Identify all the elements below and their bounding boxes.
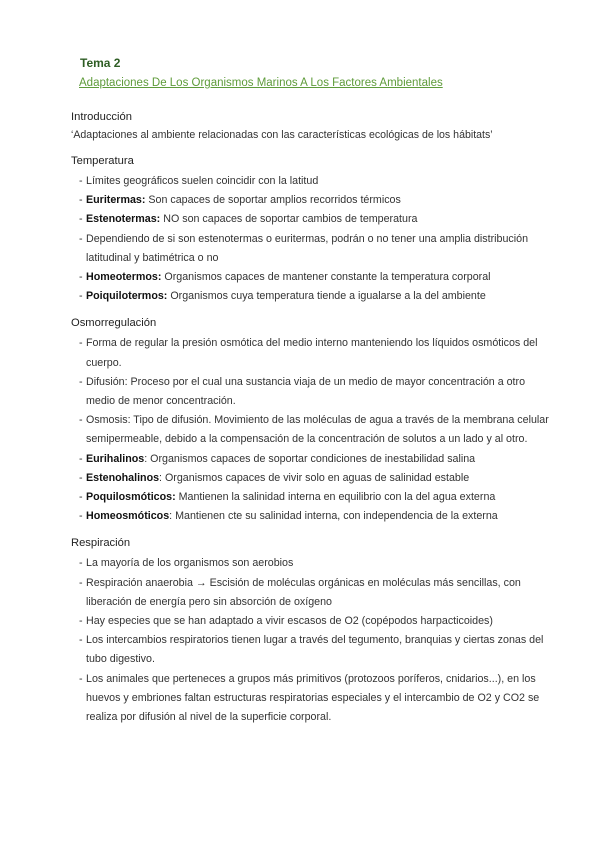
list-item xyxy=(71,411,551,449)
definition: Mantienen la salinidad interna en equilibrio con la del agua externa xyxy=(175,491,496,504)
definition: Dependiendo de si son estenotermas o euritermas, podrán o no tener una amplia distribución latitudinal y batimétrica o no xyxy=(86,232,529,264)
definition: Forma de regular la presión osmótica del medio interno manteniendo los líquidos osmóticos del cuerpo. xyxy=(86,337,538,369)
list-item xyxy=(71,631,551,669)
list-item xyxy=(71,670,551,728)
definition: Los intercambios respiratorios tienen lugar a través del tegumento, branquias y ciertas zonas del tubo digestivo. xyxy=(86,634,544,666)
definition: Límites geográficos suelen coincidir con la latitud xyxy=(86,175,319,187)
list-item xyxy=(71,612,551,631)
bullet-list xyxy=(71,172,551,306)
definition: NO son capaces de soportar cambios de temperatura xyxy=(160,213,418,226)
section-osmorregulacion xyxy=(71,314,551,526)
definition: Organismos cuya temperatura tiende a igualarse a la del ambiente xyxy=(167,290,486,303)
term: Estenohalinos xyxy=(86,471,160,484)
term: Poiquilotermos: xyxy=(86,290,168,303)
term: Estenotermas: xyxy=(86,213,161,226)
list-item xyxy=(71,334,551,372)
list-item xyxy=(71,507,551,526)
section-heading: Respiración xyxy=(71,537,131,550)
definition: : Mantienen cte su salinidad interna, con independencia de la externa xyxy=(169,510,498,523)
section-heading: Temperatura xyxy=(71,155,134,167)
definition: : Organismos capaces de soportar condiciones de inestabilidad salina xyxy=(144,452,476,465)
section-heading: Osmorregulación xyxy=(71,317,157,330)
list-item xyxy=(71,469,551,488)
definition: Difusión: Proceso por el cual una sustancia viaja de un medio de mayor concentración a otro medio de menor concentración. xyxy=(86,375,526,408)
definition: Osmosis: Tipo de difusión. Movimiento de las moléculas de agua a través de la membrana celular semipermeable, debido a la compensación de la concentración de solutos a un lado y al otro. xyxy=(86,414,549,446)
bullet-list xyxy=(71,554,551,727)
list-item xyxy=(71,574,551,612)
section-introduccion xyxy=(71,108,551,144)
definition: Los animales que perteneces a grupos más primitivos (protozoos poríferos, cnidarios...), en los huevos y embriones faltan estructuras respiratorias especiales y el intercambio de O2 y CO2 se realiza por difusión al nivel de la superficie corporal. xyxy=(86,672,540,724)
definition: La mayoría de los organismos son aerobios xyxy=(86,557,294,570)
term: Homeotermos: xyxy=(86,271,162,284)
list-item xyxy=(71,191,551,210)
list-item xyxy=(71,210,551,229)
term: Euritermas: xyxy=(86,194,146,207)
list-item xyxy=(71,172,551,191)
page-title: Tema 2 xyxy=(80,56,121,70)
definition: : Organismos capaces de vivir solo en aguas de salinidad estable xyxy=(159,471,470,484)
list-item xyxy=(71,554,551,573)
definition: Son capaces de soportar amplios recorridos térmicos xyxy=(145,194,401,207)
bullet-list xyxy=(71,334,551,526)
list-item xyxy=(71,230,551,268)
document-body xyxy=(71,108,551,735)
document-subtitle-link[interactable]: Adaptaciones De Los Organismos Marinos A Los Factores Ambientales xyxy=(79,77,443,89)
list-item xyxy=(71,373,551,411)
list-item xyxy=(71,450,551,469)
definition: Hay especies que se han adaptado a vivir escasos de O2 (copépodos harpacticoides) xyxy=(86,615,493,628)
definition: Respiración anaerobia → Escisión de moléculas orgánicas en moléculas más sencillas, con liberación de energía pero sin absorción de oxígeno xyxy=(86,576,521,608)
section-temperatura xyxy=(71,152,551,306)
term: Homeosmóticos xyxy=(86,510,170,523)
section-respiracion xyxy=(71,534,551,727)
list-item xyxy=(71,287,551,306)
section-heading: Introducción xyxy=(71,111,132,123)
intro-quote: ‘Adaptaciones al ambiente relacionadas con las características ecológicas de los hábitats’ xyxy=(71,129,493,141)
term: Poquilosmóticos: xyxy=(86,491,176,504)
definition: Organismos capaces de mantener constante la temperatura corporal xyxy=(161,271,491,284)
list-item xyxy=(71,268,551,287)
list-item xyxy=(71,488,551,507)
term: Eurihalinos xyxy=(86,452,145,465)
